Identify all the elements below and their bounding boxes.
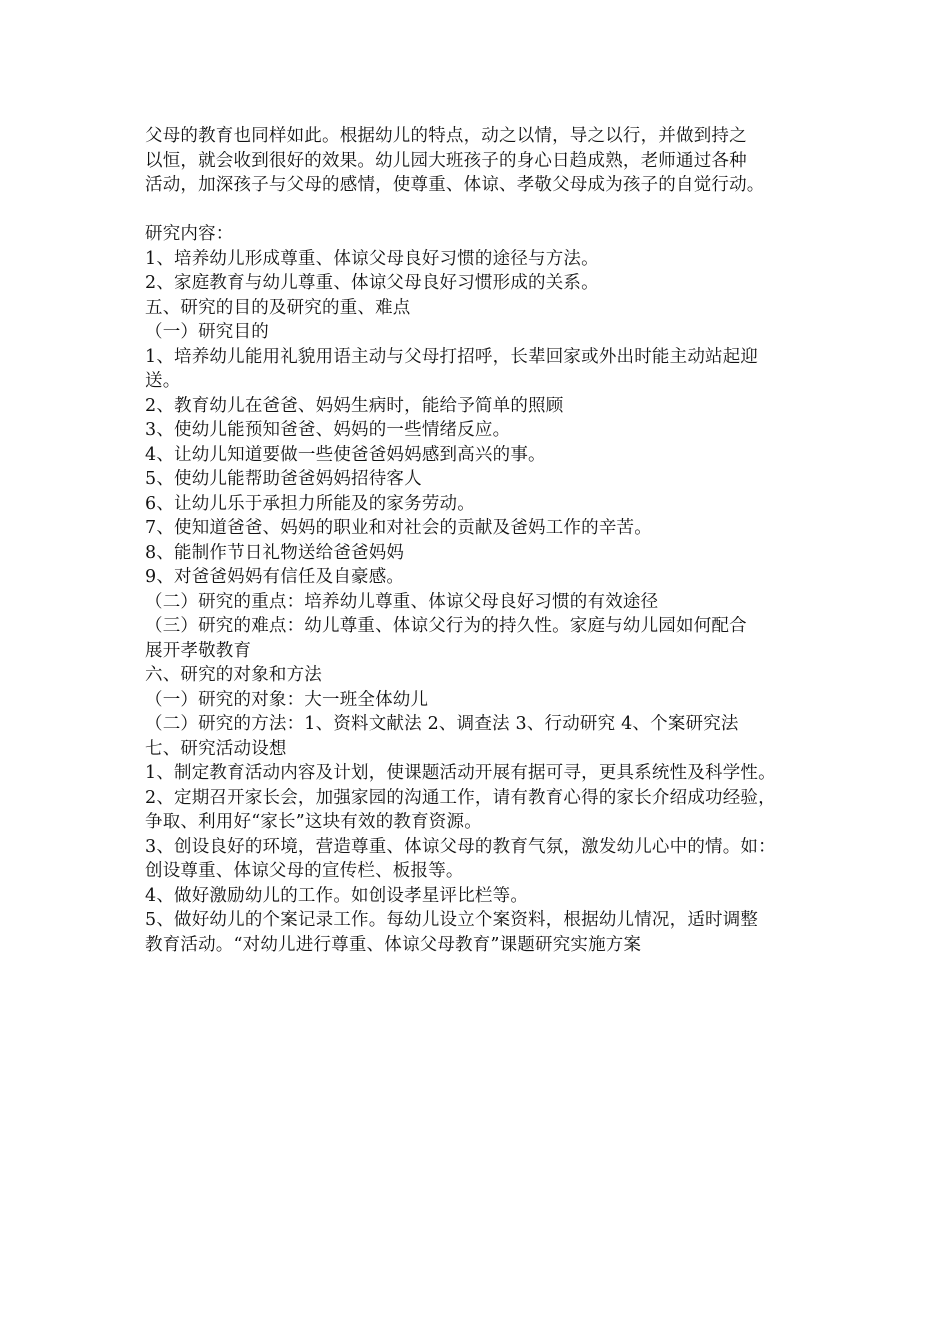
section-heading: 七、研究活动设想 (145, 738, 287, 759)
paragraph-line: 活动，加深孩子与父母的感情，使尊重、体谅、孝敬父母成为孩子的自觉行动。 (145, 175, 765, 195)
section-heading: 研究内容： (145, 224, 234, 244)
section-heading: 六、研究的对象和方法 (145, 665, 322, 685)
subsection-continuation: 展开孝敬教育 (145, 640, 252, 661)
list-item: 2、家庭教育与幼儿尊重、体谅父母良好习惯形成的关系。 (145, 273, 599, 293)
list-item-continuation: 创设尊重、体谅父母的宣传栏、板报等。 (145, 861, 464, 881)
document-body (145, 124, 825, 957)
list-item: 1、制定教育活动内容及计划，使课题活动开展有据可寻，更具系统性及科学性。 (145, 763, 776, 783)
list-item: 1、培养幼儿形成尊重、体谅父母良好习惯的途径与方法。 (145, 248, 599, 269)
list-item-continuation: 送。 (145, 371, 181, 391)
subsection-heading: （三）研究的难点：幼儿尊重、体谅父行为的持久性。家庭与幼儿园如何配合 (145, 616, 747, 636)
section-heading: 五、研究的目的及研究的重、难点 (145, 297, 411, 318)
list-item-continuation: 争取、利用好“家长”这块有效的教育资源。 (145, 812, 482, 832)
list-item: 4、做好激励幼儿的工作。如创设孝星评比栏等。 (145, 885, 529, 906)
paragraph-line: 父母的教育也同样如此。根据幼儿的特点，动之以情，导之以行，并做到持之 (145, 126, 747, 146)
list-item: 6、让幼儿乐于承担力所能及的家务劳动。 (145, 493, 475, 514)
subsection-heading: （二）研究的方法：1、资料文献法 2、调查法 3、行动研究 4、个案研究法 (145, 714, 739, 734)
list-item: 3、创设良好的环境，营造尊重、体谅父母的教育气氛，激发幼儿心中的情。如： (145, 836, 776, 857)
list-item: 5、使幼儿能帮助爸爸妈妈招待客人 (145, 469, 422, 489)
list-item: 8、能制作节日礼物送给爸爸妈妈 (145, 542, 405, 563)
list-item: 2、定期召开家长会，加强家园的沟通工作，请有教育心得的家长介绍成功经验， (145, 787, 776, 808)
list-item-continuation: 教育活动。“对幼儿进行尊重、体谅父母教育”课题研究实施方案 (145, 934, 642, 955)
list-item: 3、使幼儿能预知爸爸、妈妈的一些情绪反应。 (145, 420, 511, 440)
list-item: 4、让幼儿知道要做一些使爸爸妈妈感到高兴的事。 (145, 444, 546, 465)
list-item: 5、做好幼儿的个案记录工作。每幼儿设立个案资料，根据幼儿情况，适时调整 (145, 910, 759, 930)
list-item: 9、对爸爸妈妈有信任及自豪感。 (145, 567, 405, 587)
subsection-heading: （二）研究的重点：培养幼儿尊重、体谅父母良好习惯的有效途径 (145, 591, 659, 612)
subsection-heading: （一）研究目的 (145, 322, 269, 342)
list-item: 7、使知道爸爸、妈妈的职业和对社会的贡献及爸妈工作的辛苦。 (145, 518, 652, 538)
paragraph-line: 以恒，就会收到很好的效果。幼儿园大班孩子的身心日趋成熟，老师通过各种 (145, 150, 747, 171)
subsection-heading: （一）研究的对象：大一班全体幼儿 (145, 689, 429, 710)
list-item: 2、教育幼儿在爸爸、妈妈生病时，能给予简单的照顾 (145, 395, 564, 416)
blank-line (145, 198, 825, 223)
list-item: 1、培养幼儿能用礼貌用语主动与父母打招呼，长辈回家或外出时能主动站起迎 (145, 346, 759, 367)
